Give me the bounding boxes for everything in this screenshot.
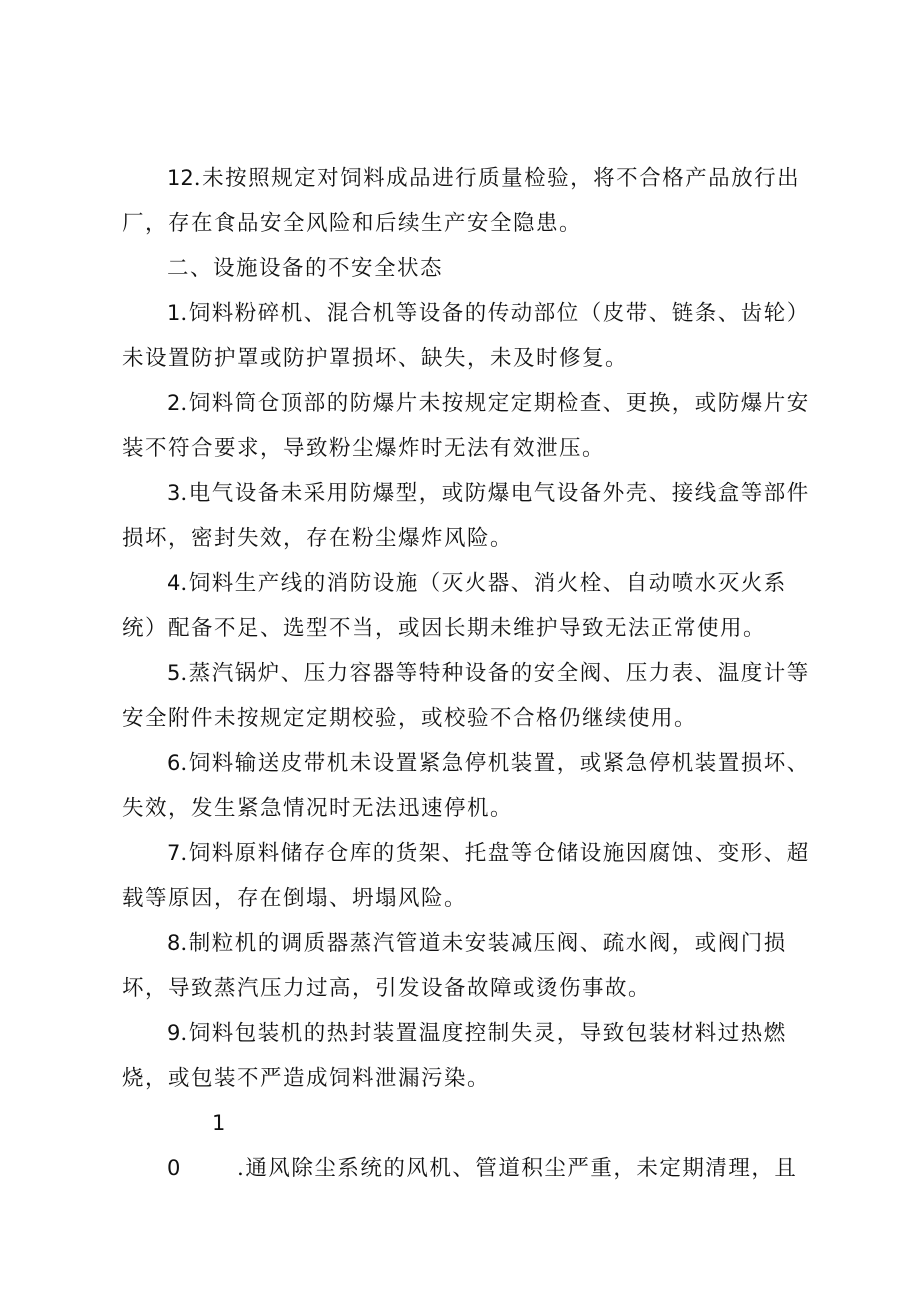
- item-text: 蒸汽锅炉、压力容器等特种设备的安全阀、压力表、温度计等安全附件未按规定定期校验，或校验不合格仍继续使用。: [122, 661, 810, 731]
- item-4: [122, 561, 812, 651]
- item-number: 12: [167, 166, 194, 190]
- item-separator: .: [180, 571, 189, 596]
- section-heading: 二、设施设备的不安全状态: [167, 256, 444, 281]
- item-separator: .: [180, 661, 189, 686]
- item-separator: .: [180, 481, 189, 506]
- item-number: 5: [167, 661, 181, 685]
- item-2: [122, 381, 812, 471]
- item-number: 3: [167, 481, 181, 505]
- item-text: 饲料筒仓顶部的防爆片未按规定定期检查、更换，或防爆片安装不符合要求，导致粉尘爆炸时无法有效泄压。: [122, 391, 810, 461]
- item-text: 饲料原料储存仓库的货架、托盘等仓储设施因腐蚀、变形、超载等原因，存在倒塌、坍塌风险。: [122, 841, 810, 911]
- item-1: [122, 291, 812, 381]
- item-number: 4: [167, 571, 181, 595]
- item-text: 通风除尘系统的风机、管道积尘严重，未定期清理，且: [245, 1156, 798, 1181]
- item-number: 2: [167, 391, 181, 415]
- item-number: 7: [167, 841, 181, 865]
- document-body: [122, 156, 812, 1191]
- item-5: [122, 651, 812, 741]
- item-separator: .: [237, 1156, 246, 1181]
- item-6: [122, 741, 812, 831]
- item-separator: .: [180, 391, 189, 416]
- item-12: [122, 156, 812, 246]
- item-number: 9: [167, 1021, 181, 1045]
- item-number: 6: [167, 751, 181, 775]
- item-text: 饲料生产线的消防设施（灭火器、消火栓、自动喷水灭火系统）配备不足、选型不当，或因长期未维护导致无法正常使用。: [122, 571, 787, 641]
- item-separator: .: [180, 751, 189, 776]
- item-9: [122, 1011, 812, 1101]
- item-text: 电气设备未采用防爆型，或防爆电气设备外壳、接线盒等部件损坏，密封失效，存在粉尘爆炸风险。: [122, 481, 810, 551]
- item-separator: .: [180, 1021, 189, 1046]
- item-separator: .: [193, 166, 203, 191]
- item-text: 饲料输送皮带机未设置紧急停机装置，或紧急停机装置损坏、失效，发生紧急情况时无法迅速停机。: [122, 751, 810, 821]
- item-separator: .: [180, 841, 189, 866]
- item-text: 制粒机的调质器蒸汽管道未安装减压阀、疏水阀，或阀门损坏，导致蒸汽压力过高，引发设备故障或烫伤事故。: [122, 931, 787, 1001]
- item-text: 饲料粉碎机、混合机等设备的传动部位（皮带、链条、齿轮）未设置防护罩或防护罩损坏、缺失，未及时修复。: [122, 301, 810, 371]
- item-separator: .: [180, 301, 189, 326]
- item-10: [122, 1101, 812, 1191]
- item-number: 1: [167, 301, 181, 325]
- item-number: 10: [167, 1111, 226, 1180]
- item-3: [122, 471, 812, 561]
- item-number: 8: [167, 931, 181, 955]
- item-7: [122, 831, 812, 921]
- item-8: [122, 921, 812, 1011]
- item-text: 饲料包装机的热封装置温度控制失灵，导致包装材料过热燃烧，或包装不严造成饲料泄漏污染。: [122, 1021, 787, 1091]
- item-text: 未按照规定对饲料成品进行质量检验，将不合格产品放行出厂，存在食品安全风险和后续生产安全隐患。: [122, 166, 801, 236]
- item-separator: .: [180, 931, 189, 956]
